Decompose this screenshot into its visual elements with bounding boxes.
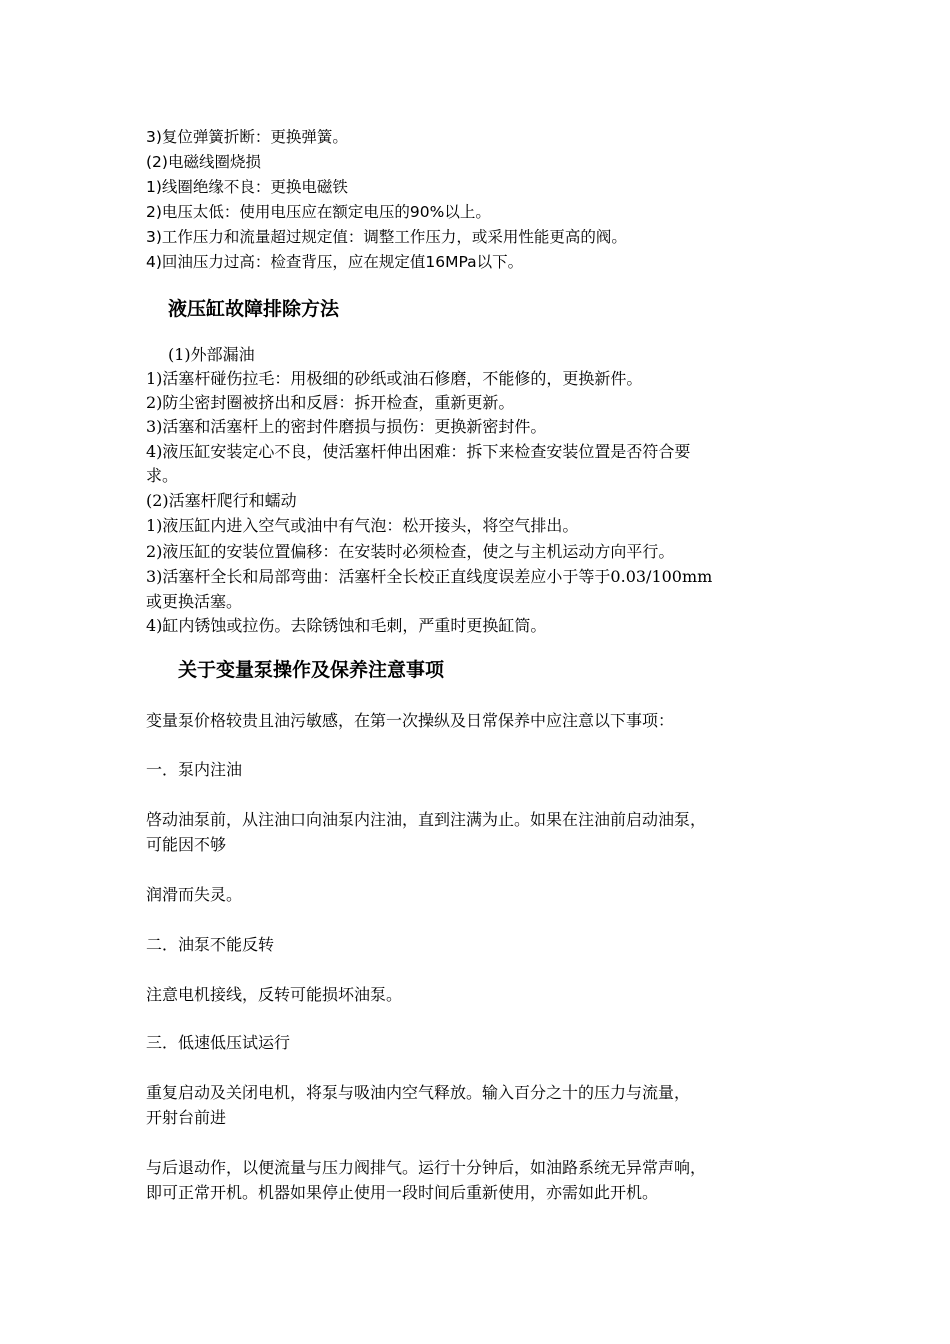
text-line: 2)防尘密封圈被挤出和反唇：拆开检查，重新更新。 <box>146 393 515 412</box>
text-line: 重复启动及关闭电机，将泵与吸油内空气释放。输入百分之十的压力与流量， <box>146 1083 691 1102</box>
section-heading: 液压缸故障排除方法 <box>168 298 340 320</box>
text-line: 一．泵内注油 <box>146 760 243 779</box>
text-line: 开射台前进 <box>146 1108 227 1127</box>
text-line: 3)活塞杆全长和局部弯曲：活塞杆全长校正直线度误差应小于等于0.03/100mm <box>146 567 713 586</box>
text-line: 三．低速低压试运行 <box>146 1033 291 1052</box>
text-line: (2)电磁线圈烧损 <box>146 153 261 171</box>
text-line: 啓动油泵前，从注油口向油泵内注油，直到注满为止。如果在注油前启动油泵， <box>146 810 707 829</box>
section-heading: 关于变量泵操作及保养注意事项 <box>178 659 445 681</box>
text-line: 3)复位弹簧折断：更换弹簧。 <box>146 128 348 146</box>
text-line: 求。 <box>146 466 179 485</box>
text-line: 1)线圈绝缘不良：更换电磁铁 <box>146 178 348 196</box>
text-line: 润滑而失灵。 <box>146 885 243 904</box>
text-line: 或更换活塞。 <box>146 592 243 611</box>
text-line: (2)活塞杆爬行和蠕动 <box>146 491 297 510</box>
text-line: 4)液压缸安装定心不良，使活塞杆伸出困难：拆下来检查安装位置是否符合要 <box>146 442 691 461</box>
text-line: 注意电机接线，反转可能损坏油泵。 <box>146 985 403 1004</box>
text-line: 3)活塞和活塞杆上的密封件磨损与损伤：更换新密封件。 <box>146 417 547 436</box>
text-line: 变量泵价格较贵且油污敏感，在第一次操纵及日常保养中应注意以下事项： <box>146 711 675 730</box>
text-line: 3)工作压力和流量超过规定值：调整工作压力，或采用性能更高的阀。 <box>146 228 627 246</box>
text-line: 可能因不够 <box>146 835 227 854</box>
text-line: 2)电压太低：使用电压应在额定电压的90%以上。 <box>146 203 491 221</box>
text-line: 即可正常开机。机器如果停止使用一段时间后重新使用，亦需如此开机。 <box>146 1183 659 1202</box>
text-line: 1)液压缸内进入空气或油中有气泡：松开接头，将空气排出。 <box>146 516 579 535</box>
text-line: 2)液压缸的安装位置偏移：在安装时必须检查，使之与主机运动方向平行。 <box>146 542 675 561</box>
text-line: 与后退动作，以便流量与压力阀排气。运行十分钟后，如油路系统无异常声响， <box>146 1158 707 1177</box>
text-line: 4)缸内锈蚀或拉伤。去除锈蚀和毛刺，严重时更换缸筒。 <box>146 616 547 635</box>
text-line: 二．油泵不能反转 <box>146 935 275 954</box>
text-line: 4)回油压力过高：检查背压，应在规定值16MPa以下。 <box>146 253 524 271</box>
text-line: (1)外部漏油 <box>168 345 255 364</box>
text-line: 1)活塞杆碰伤拉毛：用极细的砂纸或油石修磨，不能修的，更换新件。 <box>146 369 643 388</box>
